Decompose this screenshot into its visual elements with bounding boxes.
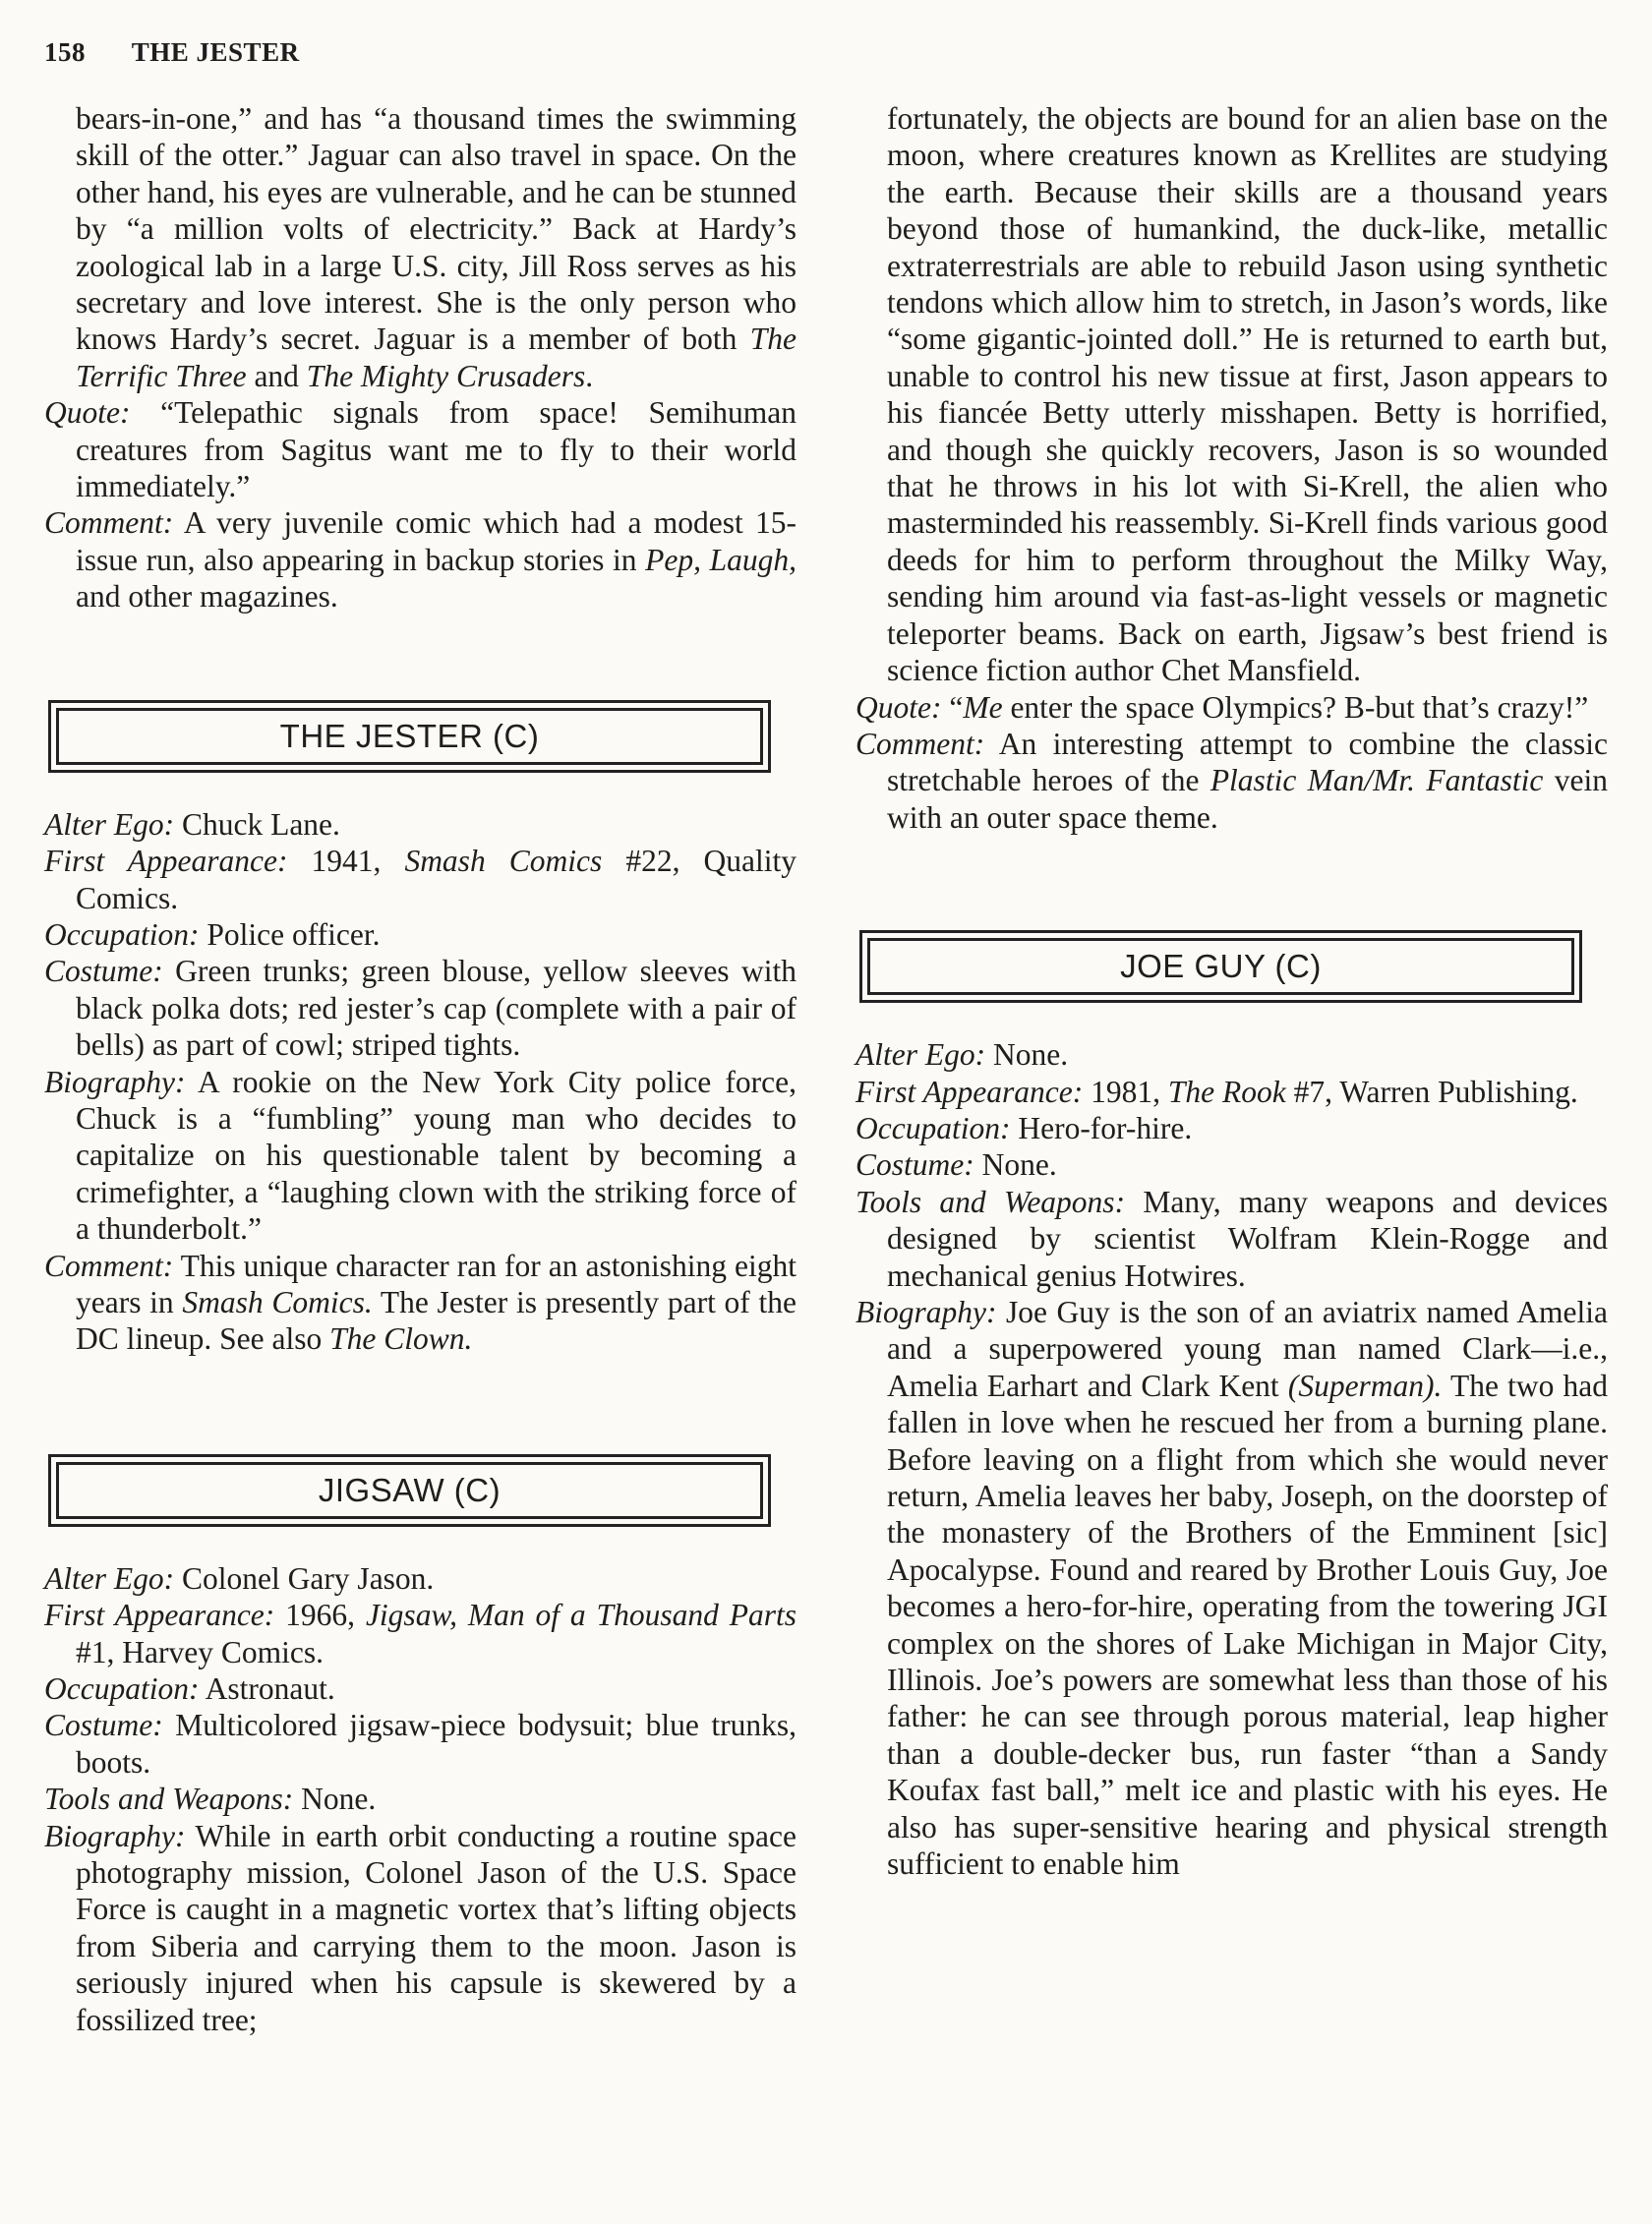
entry-title-joe-guy: JOE GUY (C) [867,938,1574,995]
running-title: THE JESTER [131,37,300,67]
jigsaw-occupation: Occupation: Astronaut. [44,1671,335,1706]
jester-first-appearance: First Appearance: 1941, Smash Comics #22, Quality Comics. [44,844,796,915]
jester-comment: Comment: This unique character ran for an astonishing eight years in Smash Comics. The Jester is presently part of the DC lineup. See also The Clown. [44,1248,796,1357]
jigsaw-tools: Tools and Weapons: None. [44,1782,377,1817]
joe-guy-occupation: Occupation: Hero-for-hire. [856,1110,1193,1145]
right-column [856,100,1608,1882]
left-column [44,100,796,2038]
joe-guy-costume: Costume: None. [856,1147,1057,1183]
jigsaw-biography-continued: fortunately, the objects are bound for an alien base on the moon, where creatures known as Krellites are studying the earth. Because their skills are a thousand years beyond those of humankind, the duck-like, metallic extraterrestrials are able to rebuild Jason using synthetic tendons which allow him to stretch, in Jason’s words, like “some gigantic-jointed doll.” He is returned to earth but, unable to control his new tissue at first, Jason appears to his fiancée Betty utterly misshapen. Betty is horrified, and though she quickly recovers, Jason is so wounded that he throws in his lot with Si-Krell, the alien who masterminded his reassembly. Si-Krell finds various good deeds for him to perform throughout the Milky Way, sending him around via fast-as-light vessels or magnetic teleporter beams. Back on earth, Jigsaw’s best friend is science fiction author Chet Mansfield. [887,101,1608,688]
joe-guy-tools: Tools and Weapons: Many, many weapons and devices designed by scientist Wolfram Klein-Rogge and mechanical genius Hotwires. [856,1184,1608,1293]
entry-title-box-joe-guy [859,930,1582,1003]
joe-guy-first-appearance: First Appearance: 1981, The Rook #7, Warren Publishing. [856,1074,1578,1109]
jester-biography: Biography: A rookie on the New York City police force, Chuck is a “fumbling” young man who decides to capitalize on his questionable talent by becoming a crimefighter, a “laughing clown with the striking force of a thunderbolt.” [44,1064,796,1247]
entry-title-jester: THE JESTER (C) [56,708,763,765]
jigsaw-quote: Quote: “Me enter the space Olympics? B-but that’s crazy!” [856,689,1589,725]
page-header [44,37,300,68]
entry-title-box-jester [48,700,771,773]
joe-guy-biography: Biography: Joe Guy is the son of an aviatrix named Amelia and a superpowered young man named Clark—i.e., Amelia Earhart and Clark Kent (Superman). The two had fallen in love when he rescued her from a burning plane. Before leaving on a flight from which she would never return, Amelia leaves her baby, Joseph, on the doorstep of the monastery of the Brothers of the Emminent [sic] Apocalypse. Found and reared by Brother Louis Guy, Joe becomes a hero-for-hire, operating from the towering JGI complex on the shores of Lake Michigan in Major City, Illinois. Joe’s powers are somewhat less than those of his father: he can see through porous material, leap higher than a double-decker bus, run faster “than a Sandy Koufax fast ball,” melt ice and plastic with his eyes. He also has super-sensitive hearing and physical strength sufficient to enable him [856,1294,1608,1882]
jigsaw-comment: Comment: An interesting attempt to combine the classic stretchable heroes of the Plastic Man/Mr. Fantastic vein with an outer space theme. [856,726,1608,835]
jigsaw-costume: Costume: Multicolored jigsaw-piece bodysuit; blue trunks, boots. [44,1708,796,1780]
jigsaw-alter-ego: Alter Ego: Colonel Gary Jason. [44,1560,435,1596]
entry-title-box-jigsaw [48,1454,771,1527]
jaguar-quote: Quote: “Telepathic signals from space! Semihuman creatures from Sagitus want me to fly to their world immediately.” [44,395,796,504]
jaguar-comment: Comment: A very juvenile comic which had a modest 15-issue run, also appearing in backup stories in Pep, Laugh, and other magazines. [44,505,797,615]
jester-costume: Costume: Green trunks; green blouse, yellow sleeves with black polka dots; red jester’s cap (complete with a pair of bells) as part of cowl; striped tights. [44,954,796,1063]
entry-title-jigsaw: JIGSAW (C) [56,1462,763,1519]
jaguar-continuation: bears-in-one,” and has “a thousand times the swimming skill of the otter.” Jaguar can also travel in space. On the other hand, his eyes are vulnerable, and he can be stunned by “a million volts of electricity.” Back at Hardy’s zoological lab in a large U.S. city, Jill Ross serves as his secretary and love interest. She is the only person who knows Hardy’s secret. Jaguar is a member of both The Terrific Three and The Mighty Crusaders. [76,101,796,393]
jigsaw-first-appearance: First Appearance: 1966, Jigsaw, Man of a Thousand Parts #1, Harvey Comics. [44,1598,796,1669]
jigsaw-biography: Biography: While in earth orbit conducting a routine space photography mission, Colonel Jason of the U.S. Space Force is caught in a magnetic vortex that’s lifting objects from Siberia and carrying them to the moon. Jason is seriously injured when his capsule is skewered by a fossilized tree; [44,1818,796,2037]
joe-guy-alter-ego: Alter Ego: None. [856,1037,1069,1073]
jester-alter-ego: Alter Ego: Chuck Lane. [44,806,340,842]
jester-occupation: Occupation: Police officer. [44,916,381,952]
page-number: 158 [44,37,86,67]
